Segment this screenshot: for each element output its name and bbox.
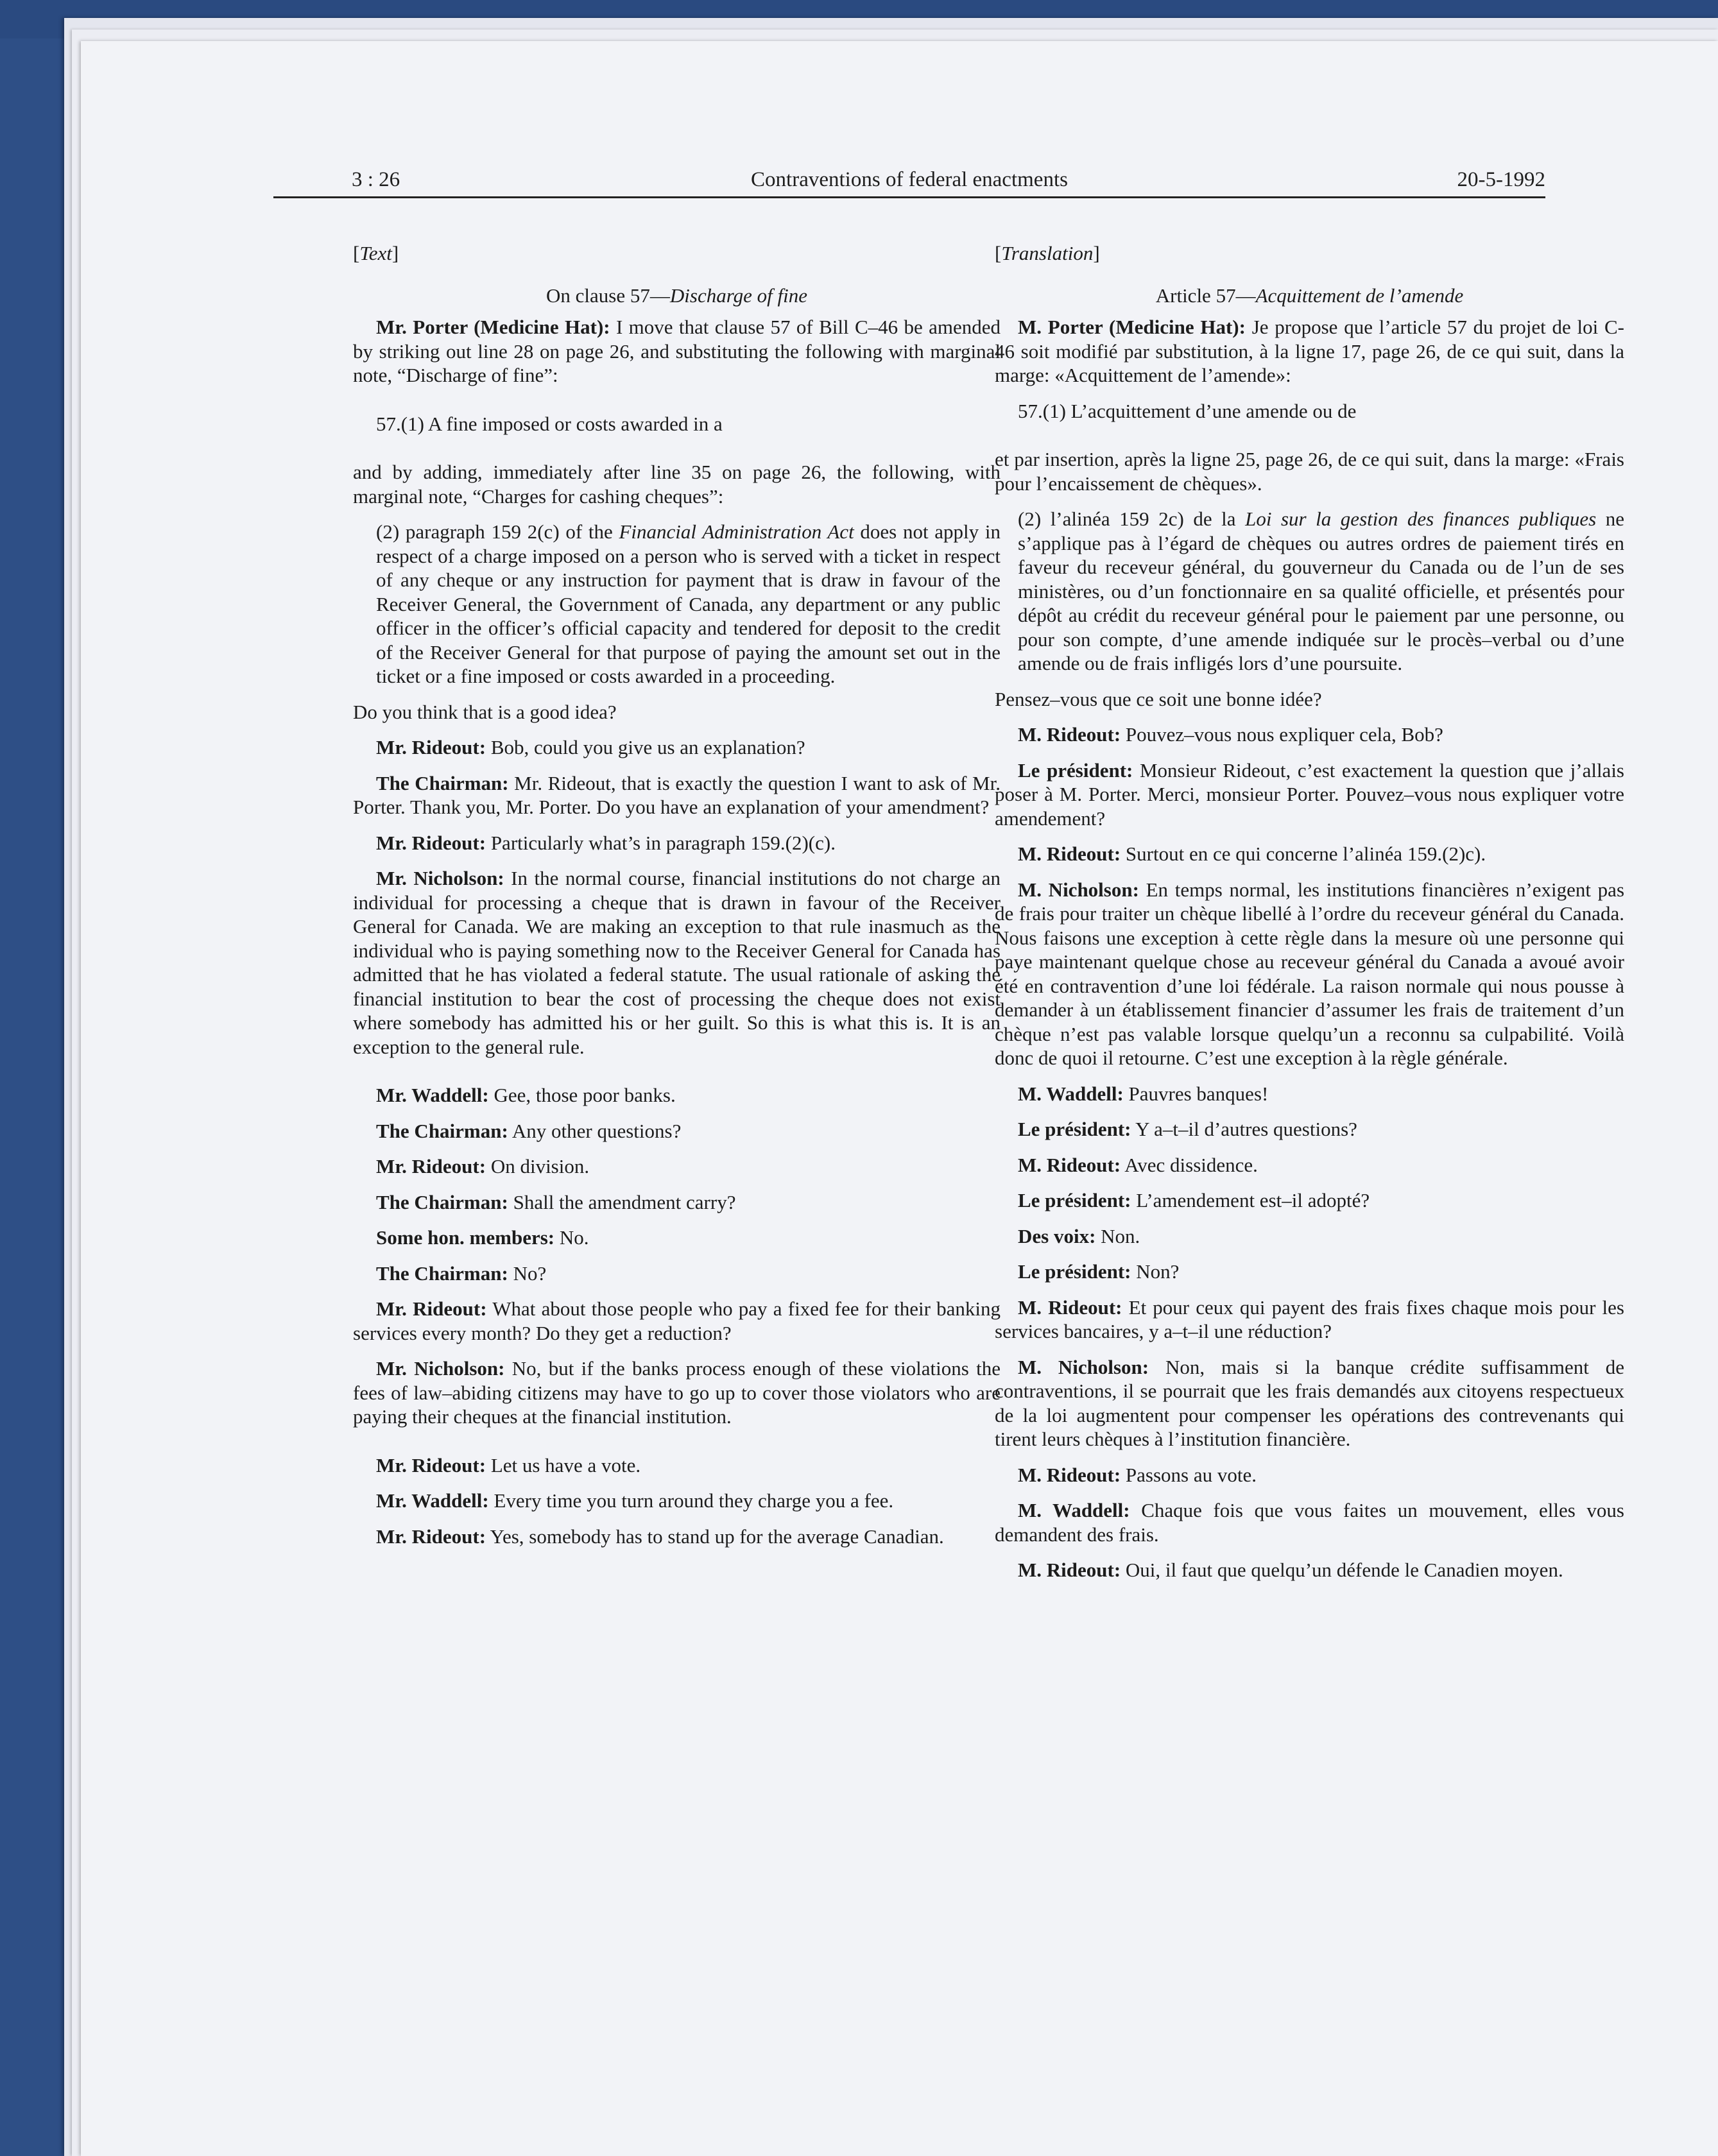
dialogue: M. Rideout: Pouvez–vous nous expliquer cela, Bob?	[1018, 723, 1443, 746]
dialogue: M. Waddell: Chaque fois que vous faites un mouvement, elles vous demandent des frais.	[995, 1499, 1624, 1546]
paragraph: M. Porter (Medicine Hat): Je propose que l’article 57 du projet de loi C-46 soit modifié par substitution, à la ligne 17, page 26, de ce qui suit, dans la marge: «Acquittement de l’amende»:	[995, 316, 1624, 386]
paragraph: and by adding, immediately after line 35 on page 26, the following, with marginal note, “Charges for cashing cheques”:	[353, 461, 1001, 508]
quoted-text: 57.(1) L’acquittement d’une amende ou de	[1018, 399, 1357, 422]
quoted-text: (2) l’alinéa 159 2c) de la Loi sur la gestion des finances publiques ne s’applique pas à l’égard de chèques ou autres ordres de paiement tirés en faveur du receveur général, du gouverneur du Canada ou de l’un de ses ministères, ou d’un fonctionnaire en sa qualité officielle, et présentés pour dépôt au crédit du receveur général pour le paiement par une personne, ou pour son compte, d’une amende indiquée sur le procès–verbal ou d’une amende ou de frais infligés lors d’une poursuite.	[1018, 508, 1624, 674]
dialogue: The Chairman: No?	[376, 1262, 547, 1285]
column-label: [Translation]	[995, 242, 1100, 264]
dialogue: Le président: L’amendement est–il adopté?	[1018, 1189, 1370, 1211]
dialogue: M. Rideout: Surtout en ce qui concerne l’alinéa 159.(2)c).	[1018, 843, 1486, 865]
dialogue: Mr. Waddell: Gee, those poor banks.	[376, 1084, 676, 1106]
dialogue: M. Nicholson: Non, mais si la banque crédite suffisamment de contraventions, il se pourrait que les frais demandés aux citoyens respectueux de la loi augmentent pour compenser les opérations des contrevenants qui tirent leurs chèques à l’institution financière.	[995, 1355, 1624, 1450]
dialogue: Mr. Nicholson: No, but if the banks process enough of these violations the fees of law–abiding citizens may have to go up to cover those violators who are paying their cheques at the financial institution.	[353, 1357, 1001, 1428]
dialogue: Mr. Nicholson: In the normal course, financial institutions do not charge an individual for processing a cheque that is drawn in favour of the Receiver General for Canada. We are making an exception to that rule inasmuch as the individual who is paying something now to the Receiver General for Canada has admitted that he has violated a federal statute. The usual rationale of asking the financial institution to bear the cost of processing the cheque does not exist where somebody has admitted his or her guilt. So this is what this is. It is an exception to the general rule.	[353, 867, 1001, 1058]
dialogue: Mr. Rideout: Particularly what’s in paragraph 159.(2)(c).	[376, 831, 836, 854]
dialogue: Le président: Y a–t–il d’autres questions?	[1018, 1118, 1357, 1140]
page-title: Contraventions of federal enactments	[751, 168, 1068, 191]
paragraph: et par insertion, après la ligne 25, page 26, de ce qui suit, dans la marge: «Frais pour l’encaissement de chèques».	[995, 448, 1624, 495]
dialogue: Le président: Non?	[1018, 1260, 1180, 1283]
english-column	[353, 212, 1001, 1560]
dialogue: Mr. Rideout: Let us have a vote.	[376, 1453, 641, 1476]
dialogue: Some hon. members: No.	[376, 1226, 589, 1249]
clause-heading: Article 57—Acquittement de l’amende	[1155, 284, 1464, 307]
french-column	[995, 212, 1624, 1594]
dialogue: The Chairman: Shall the amendment carry?	[376, 1190, 736, 1213]
dialogue: Des voix: Non.	[1018, 1224, 1140, 1247]
dialogue: M. Waddell: Pauvres banques!	[1018, 1082, 1269, 1105]
dialogue: Mr. Rideout: On division.	[376, 1155, 590, 1177]
page-reference: 3 : 26	[352, 168, 400, 191]
dialogue: The Chairman: Any other questions?	[376, 1119, 682, 1142]
dialogue: M. Rideout: Avec dissidence.	[1018, 1153, 1258, 1176]
page-header	[273, 126, 1545, 198]
quoted-text: 57.(1) A fine imposed or costs awarded in a	[376, 412, 723, 435]
paragraph: Pensez–vous que ce soit une bonne idée?	[995, 687, 1322, 710]
speaker-name: Mr. Porter (Medicine Hat):	[376, 316, 610, 338]
speaker-name: M. Porter (Medicine Hat):	[1018, 316, 1246, 338]
dialogue: Mr. Rideout: Bob, could you give us an explanation?	[376, 736, 805, 758]
dialogue: Mr. Waddell: Every time you turn around they charge you a fee.	[376, 1489, 894, 1512]
dialogue: Mr. Rideout: What about those people who pay a fixed fee for their banking services every month? Do they get a reduction?	[353, 1297, 1001, 1344]
dialogue: M. Rideout: Oui, il faut que quelqu’un défende le Canadien moyen.	[1018, 1559, 1563, 1581]
dialogue: Mr. Rideout: Yes, somebody has to stand up for the average Canadian.	[376, 1525, 944, 1548]
paragraph: Mr. Porter (Medicine Hat): I move that clause 57 of Bill C–46 be amended by striking out line 28 on page 26, and substituting the following with marginal note, “Discharge of fine”:	[353, 316, 1001, 386]
column-label: [Text]	[353, 242, 399, 264]
quoted-text: (2) paragraph 159 2(c) of the Financial Administration Act does not apply in respect of a charge imposed on a person who is served with a ticket in respect of any cheque or any instruction for payment that is draw in favour of the Receiver General, the Government of Canada, any department or any public officer in the officer’s official capacity and tendered for deposit to the credit of the Receiver General for that purpose of paying the amount set out in the ticket or a fine imposed or costs awarded in a proceeding.	[376, 520, 1001, 687]
dialogue: M. Rideout: Et pour ceux qui payent des frais fixes chaque mois pour les services bancaires, y a–t–il une réduction?	[995, 1296, 1624, 1342]
dialogue: The Chairman: Mr. Rideout, that is exactly the question I want to ask of Mr. Porter. Thank you, Mr. Porter. Do you have an explanation of your amendment?	[353, 771, 1001, 818]
dialogue: Le président: Monsieur Rideout, c’est exactement la question que j’allais poser à M. Porter. Merci, monsieur Porter. Pouvez–vous nous expliquer votre amendement?	[995, 758, 1624, 830]
dialogue: M. Rideout: Passons au vote.	[1018, 1463, 1257, 1486]
page-date: 20-5-1992	[1457, 168, 1545, 191]
dialogue: M. Nicholson: En temps normal, les institutions financières n’exigent pas de frais pour traiter un chèque libellé à l’ordre du receveur général du Canada. Nous faisons une exception à cette règle dans la mesure où une personne qui paye maintenant quelque chose au receveur général du Canada a avoué avoir été en contravention d’une loi fédérale. La raison normale qui nous pousse à demander à un établissement financier d’assumer les frais de traitement d’un chèque n’est pas valable lorsque quelqu’un a reconnu sa culpabilité. Voilà donc de quoi il retourne. C’est une exception à la règle générale.	[995, 878, 1625, 1069]
clause-heading: On clause 57—Discharge of fine	[546, 284, 807, 307]
paragraph: Do you think that is a good idea?	[353, 700, 617, 723]
